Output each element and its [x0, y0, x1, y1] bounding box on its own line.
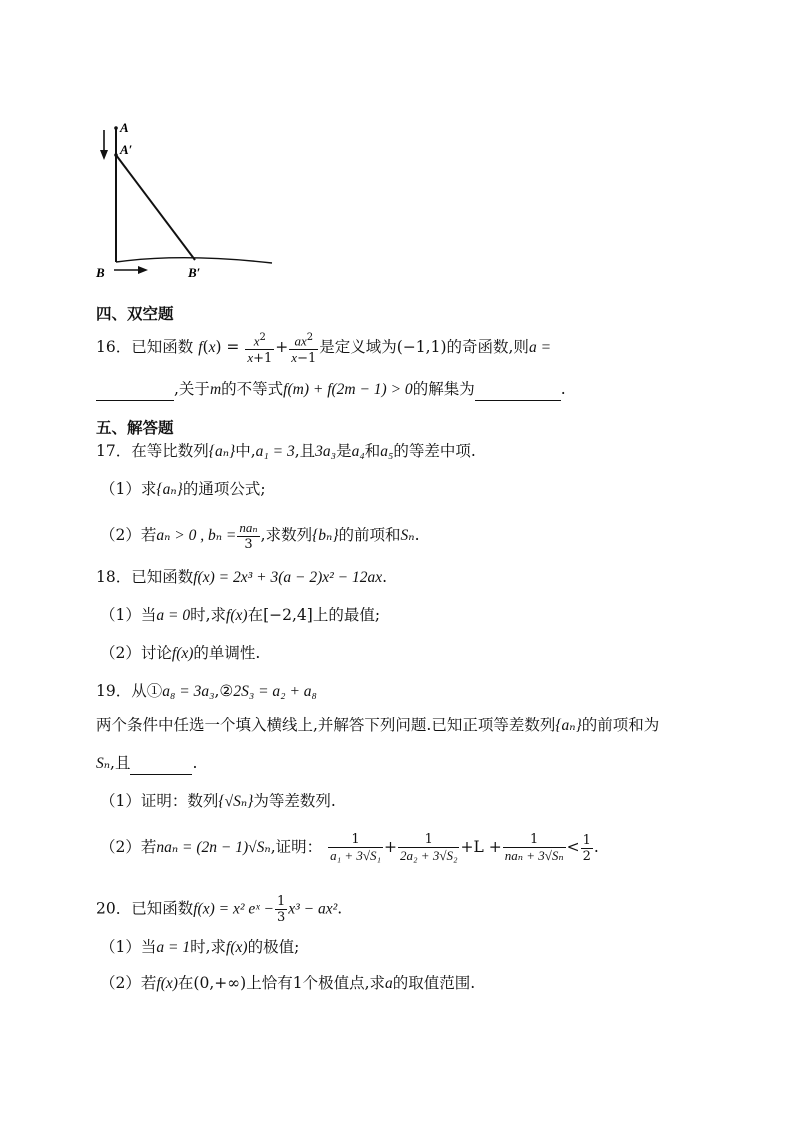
answer-blank-2: [475, 400, 561, 401]
question-19: 19．从①a₈ = 3a₃,②2S₃ = a₂ + a₈: [96, 682, 317, 700]
section-heading-5: 五、解答题: [96, 419, 174, 437]
question-17-part2: （2）若aₙ > 0 , bₙ = $\frac{\text{naₙ}}{3}$ ,求数列{bₙ}的前项和Sₙ.: [100, 520, 420, 552]
question-17: 17．在等比数列{aₙ}中,a₁ = 3,且3a₃是a₄和a₅的等差中项.: [96, 442, 476, 460]
question-19-part1: （1）证明：数列{√Sₙ}为等差数列.: [100, 792, 336, 810]
label-a-prime: A′: [120, 142, 133, 157]
question-20: 20．已知函数f(x) = x² eˣ − $\frac{1}{3}$ x³ − ax².: [96, 894, 343, 925]
geometry-figure: [92, 110, 277, 290]
question-20-part2: （2）若f(x)在(0,+∞)上恰有1个极值点,求a的取值范围.: [100, 974, 476, 992]
question-17-part1: （1）求{aₙ}的通项公式;: [100, 480, 266, 498]
section-heading-4: 四、双空题: [96, 305, 174, 323]
question-18: 18．已知函数f(x) = 2x³ + 3(a − 2)x² − 12ax.: [96, 568, 388, 586]
label-b: B: [96, 265, 105, 280]
question-19-line2: 两个条件中任选一个填入横线上,并解答下列问题.已知正项等差数列{aₙ}的前项和为: [96, 716, 660, 734]
question-18-part1: （1）当a = 0时,求f(x)在[−2,4]上的最值;: [100, 606, 381, 624]
question-16-line1: 16．已知函数 f(x) = $\frac{x^2}{x+1}$ + $\frac{ax^2}{x-1}$ 是定义域为(−1,1)的奇函数,则a =: [96, 332, 552, 367]
label-a: A: [120, 120, 129, 135]
question-18-part2: （2）讨论f(x)的单调性.: [100, 644, 261, 662]
question-19-line3: Sₙ,且 .: [96, 752, 197, 775]
answer-blank-1: [96, 400, 174, 401]
answer-blank-3: [130, 774, 192, 775]
label-b-prime: B′: [188, 265, 201, 280]
question-16-line2: ,关于m的不等式f(m) + f(2m − 1) > 0的解集为 .: [96, 378, 566, 401]
question-19-part2: （2）若naₙ = (2n − 1)√Sₙ,证明： $\frac{1}{\text{a₁ + 3√S₁}}$ + $\frac{1}{\text{2a₂ + 3√S₂}}$ +L + $\frac{1}{\text{naₙ + 3√Sₙ}}$ < $\frac{1}{2}$ .: [100, 832, 599, 864]
question-20-part1: （1）当a = 1时,求f(x)的极值;: [100, 938, 300, 956]
